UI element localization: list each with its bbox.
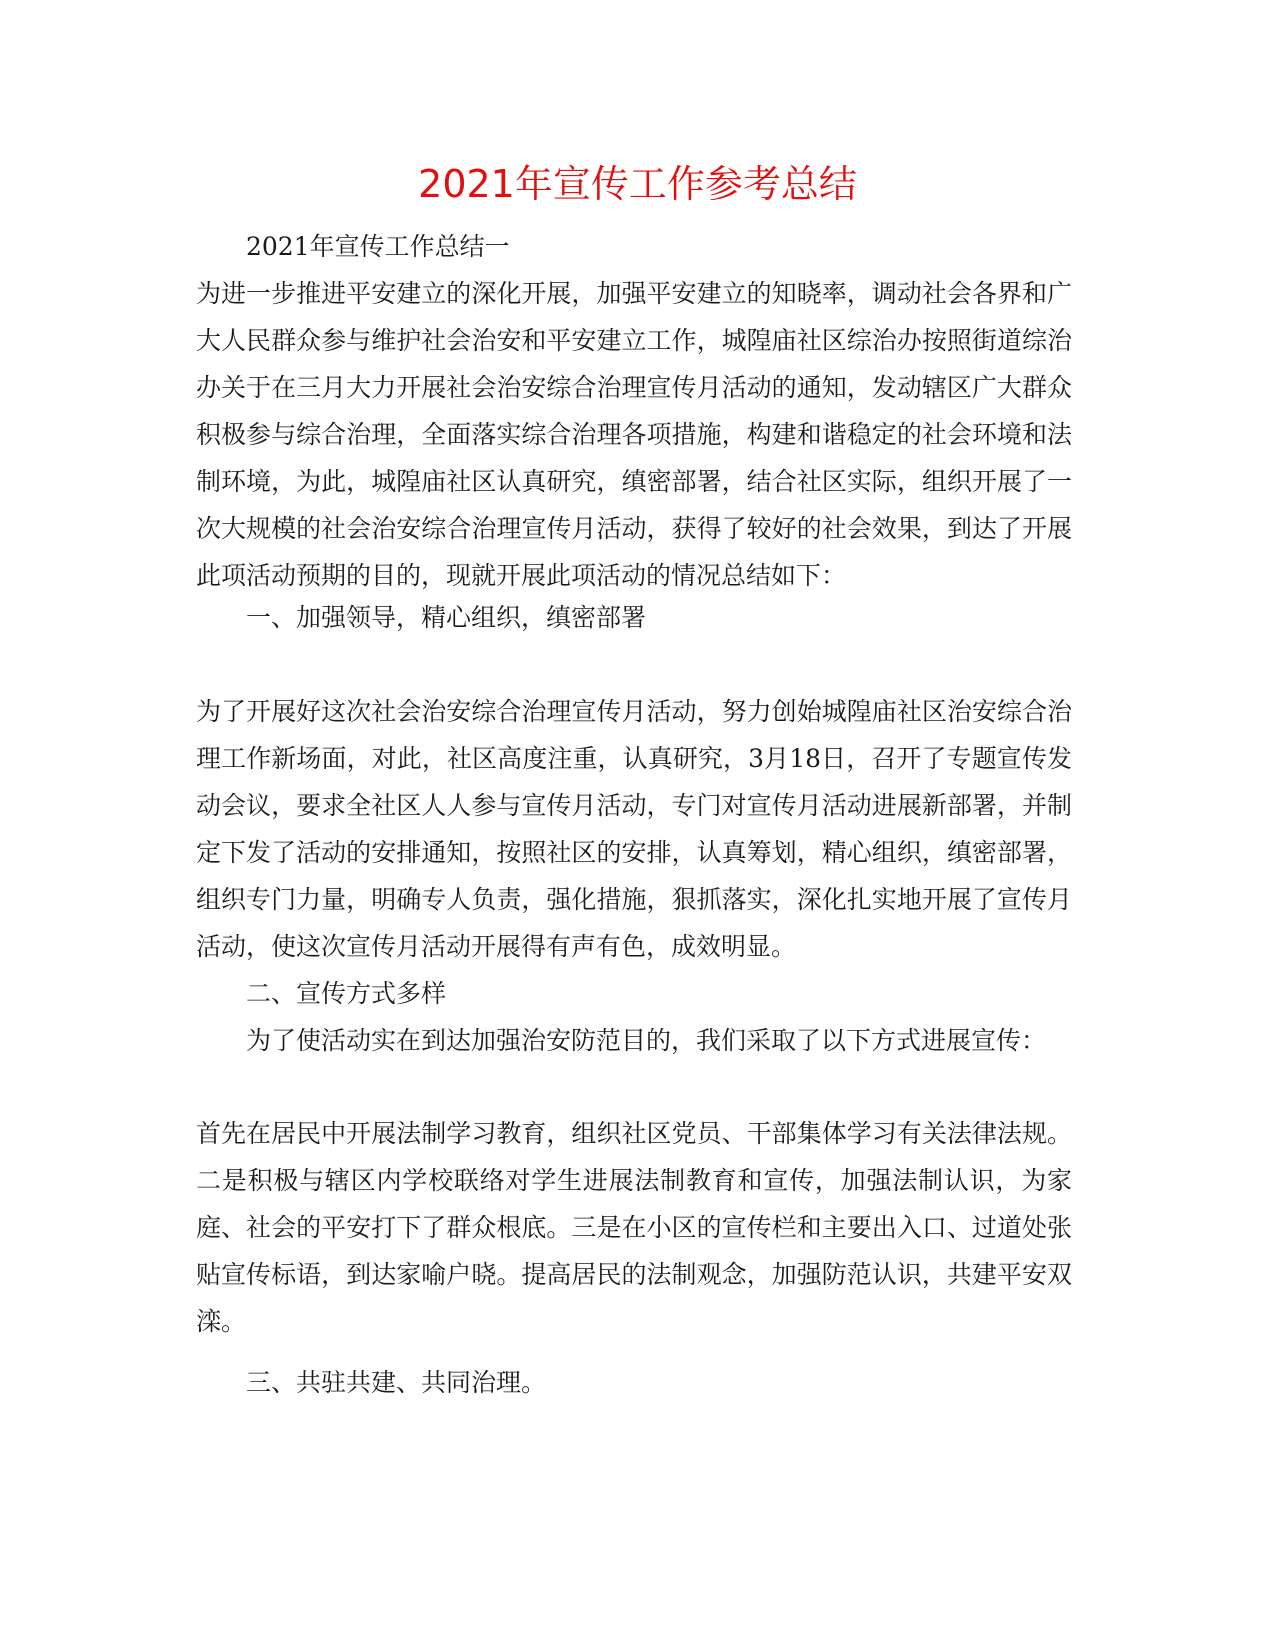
intro-paragraph: 为进一步推进平安建立的深化开展，加强平安建立的知晓率，调动社会各界和广大人民群众参与维护社会治安和平安建立工作，城隍庙社区综治办按照街道综治办关于在三月大力开展社会治安综合治理宣传月活动的通知，发动辖区广大群众积极参与综合治理，全面落实综合治理各项措施，构建和谐稳定的社会环境和法制环境，为此，城隍庙社区认真研究，缜密部署，结合社区实际，组织开展了一次大规模的社会治安综合治理宣传月活动，获得了较好的社会效果，到达了开展此项活动预期的目的，现就开展此项活动的情况总结如下： — [196, 279, 1072, 590]
section2-paragraph: 首先在居民中开展法制学习教育，组织社区党员、干部集体学习有关法律法规。二是积极与辖区内学校联络对学生进展法制教育和宣传，加强法制认识，为家庭、社会的平安打下了群众根底。三是在小区的宣传栏和主要出入口、过道处张贴宣传标语，到达家喻户晓。提高居民的法制观念，加强防范认识，共建平安双滦。 — [196, 1119, 1072, 1336]
document-subtitle: 2021年宣传工作总结一 — [246, 232, 510, 261]
section2-heading: 二、宣传方式多样 — [246, 979, 447, 1008]
document-title: 2021年宣传工作参考总结 — [418, 162, 857, 206]
section1-paragraph: 为了开展好这次社会治安综合治理宣传月活动，努力创始城隍庙社区治安综合治理工作新场面，对此，社区高度注重，认真研究，3月18日，召开了专题宣传发动会议，要求全社区人人参与宣传月活动，专门对宣传月活动进展新部署，并制定下发了活动的安排通知，按照社区的安排，认真筹划，精心组织，缜密部署，组织专门力量，明确专人负责，强化措施，狠抓落实，深化扎实地开展了宣传月活动，使这次宣传月活动开展得有声有色，成效明显。 — [196, 697, 1072, 961]
section1-heading: 一、加强领导，精心组织，缜密部署 — [246, 603, 647, 632]
section3-heading: 三、共驻共建、共同治理。 — [246, 1368, 547, 1397]
section2-intro-paragraph: 为了使活动实在到达加强治安防范目的，我们采取了以下方式进展宣传： — [246, 1026, 1047, 1055]
